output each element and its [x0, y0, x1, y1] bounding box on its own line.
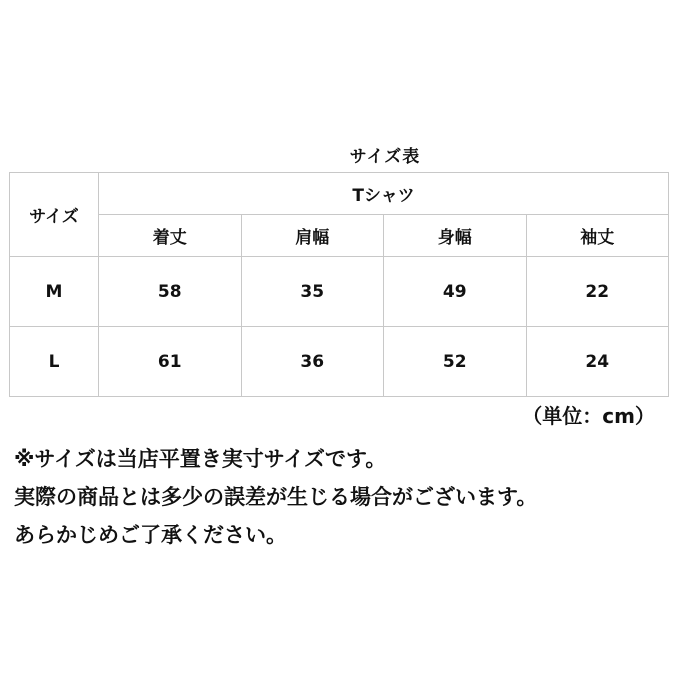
table-cell: 35 [241, 257, 384, 327]
table-cell: 36 [241, 327, 384, 397]
page-title: サイズ表 [349, 147, 421, 167]
tshirt-group-header: Tシャツ [99, 173, 669, 215]
unit-label: （単位：cm） [522, 404, 655, 428]
note-line: ※サイズは当店平置き実寸サイズです。 [14, 447, 387, 471]
size-row-header: サイズ [10, 173, 99, 257]
table-cell: 61 [99, 327, 242, 397]
note-line: あらかじめご了承ください。 [14, 523, 287, 547]
column-header-sleeve: 袖丈 [526, 215, 669, 257]
table-cell: 49 [384, 257, 527, 327]
size-label: L [10, 327, 99, 397]
table-cell: 22 [526, 257, 669, 327]
size-table [9, 172, 669, 397]
table-cell: 58 [99, 257, 242, 327]
table-cell: 52 [384, 327, 527, 397]
size-label: M [10, 257, 99, 327]
note-line: 実際の商品とは多少の誤差が生じる場合がございます。 [14, 485, 538, 509]
table-row [10, 257, 669, 327]
column-header-shoulder: 肩幅 [241, 215, 384, 257]
column-header-chest: 身幅 [384, 215, 527, 257]
notes [14, 440, 694, 554]
table-cell: 24 [526, 327, 669, 397]
column-header-length: 着丈 [99, 215, 242, 257]
table-row [10, 327, 669, 397]
